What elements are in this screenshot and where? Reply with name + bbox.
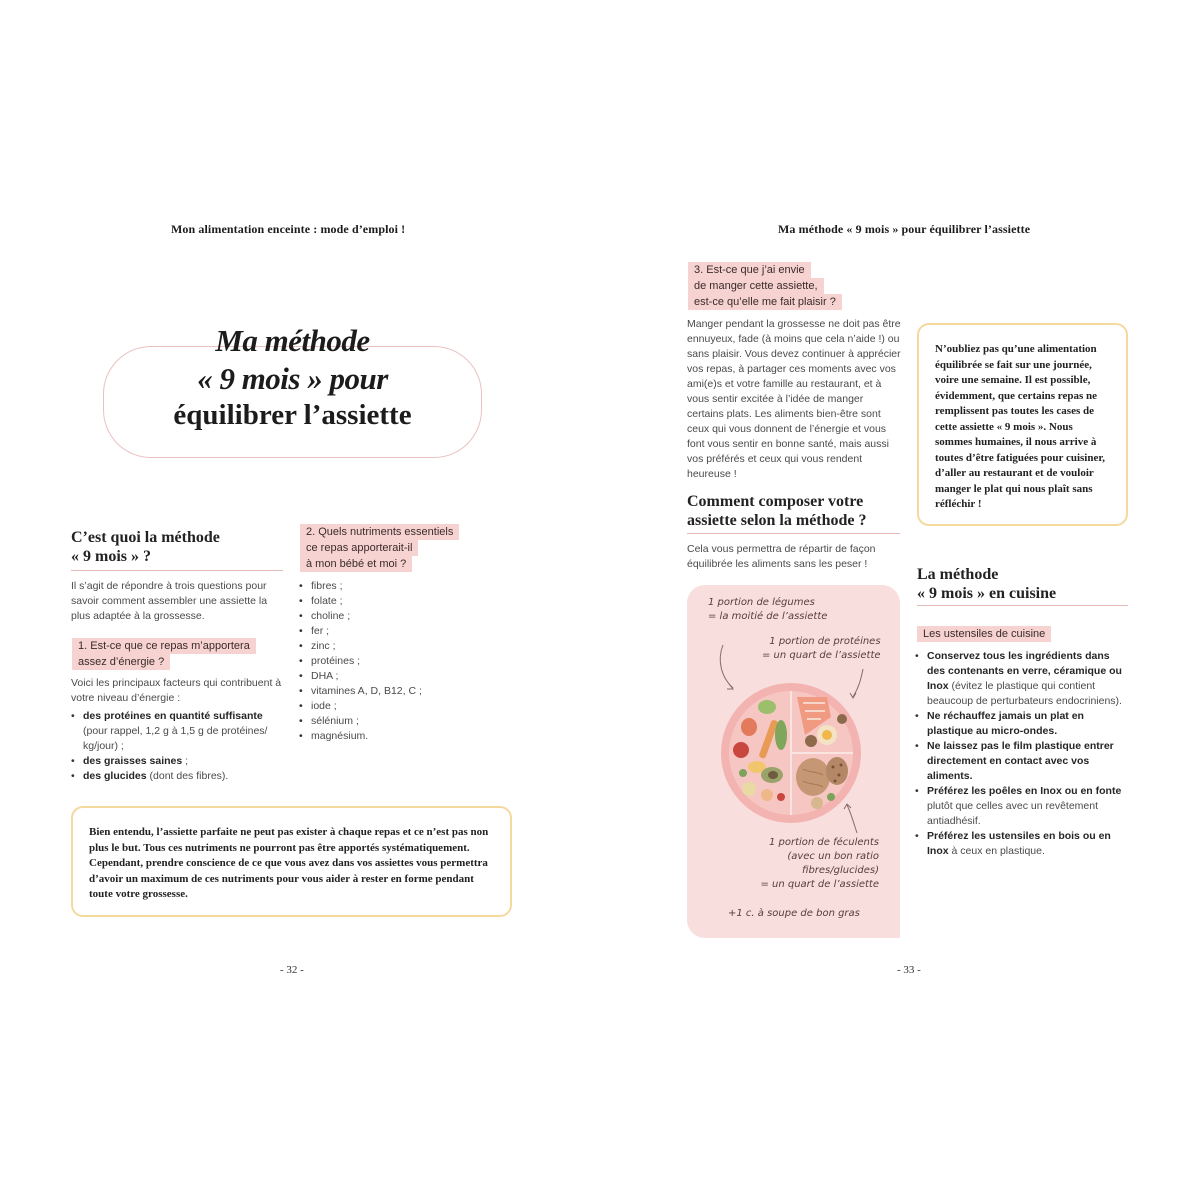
list-item: • fibres ;: [299, 579, 479, 594]
list-item: • DHA ;: [299, 669, 479, 684]
question-1-line-2: assez d’énergie ?: [72, 654, 170, 670]
question-1-intro: Voici les principaux facteurs qui contribuent à votre niveau d’énergie :: [71, 677, 282, 704]
page-number-left: - 32 -: [280, 964, 304, 976]
list-item-strong: des graisses saines: [83, 755, 183, 767]
compose-paragraph: Cela vous permettra de répartir de façon équilibrée les aliments sans les peser !: [687, 543, 876, 570]
callout-box-left: [71, 806, 512, 917]
section-heading-line-1: C’est quoi la méthode: [71, 529, 220, 546]
nutrient-list: [299, 579, 479, 744]
question-3-paragraph: Manger pendant la grossesse ne doit pas être ennuyeux, fade (à moins que cela n’aide !) ou sans plaisir. Vous devez continuer à apprécier vos repas, à partager ces moments avec vos ami(e)s et votre famille au restaurant, et à vous sentir excitée à l’idée de manger certains plats. Les aliments bien-être sont ceux qui vous donnent de l’énergie et vous font vous sentir en bonne santé, mais aussi vos préférés et ceux qui vous rendent heureuse !: [687, 318, 901, 480]
list-item: [915, 649, 1130, 709]
fat-label: +1 c. à soupe de bon gras: [728, 908, 860, 919]
kitchen-heading-line-2: « 9 mois » en cuisine: [917, 585, 1057, 602]
list-item: • vitamines A, D, B12, C ;: [299, 684, 479, 699]
title-line-3: équilibrer l’assiette: [173, 399, 412, 431]
list-item-rest: (dont des fibres).: [149, 770, 229, 782]
list-item: [915, 709, 1130, 739]
list-item-rest: plutôt que celles avec un revêtement antiadhésif.: [927, 800, 1099, 827]
list-item: • folate ;: [299, 594, 479, 609]
protein-label-line-2: = un quart de l’assiette: [762, 650, 881, 661]
list-item: • fer ;: [299, 624, 479, 639]
list-item: [71, 769, 286, 784]
list-item-strong: des protéines en quantité suffisante: [83, 710, 263, 722]
list-item: [71, 709, 286, 754]
compose-rule: [687, 533, 900, 534]
callout-text-left: Bien entendu, l’assiette parfaite ne peut pas exister à chaque repas et ce n’est pas non plus le but. Tous ces nutriments ne pourront pas être apportés systématiquement. Cependant, prendre conscience de ce que vous avez dans vos assiettes vous permettra d’avoir un maximum de ces nutriments pour vous aider à rester en forme pendant toute votre grossesse.: [89, 826, 489, 900]
list-item: • sélénium ;: [299, 714, 479, 729]
arrow-starch: [847, 805, 857, 833]
compose-heading-line-1: Comment composer votre: [687, 493, 864, 510]
kitchen-tag: [917, 626, 1051, 642]
compose-heading-line-2: assiette selon la méthode ?: [687, 512, 867, 529]
question-3-tag: [688, 262, 842, 310]
callout-box-right: [917, 323, 1128, 526]
list-item: [71, 754, 286, 769]
list-item: • iode ;: [299, 699, 479, 714]
title-line-1: Ma méthode: [215, 323, 370, 358]
question-3-line-3: est-ce qu’elle me fait plaisir ?: [688, 294, 842, 310]
kitchen-rule: [917, 605, 1128, 606]
section-heading-line-2: « 9 mois » ?: [71, 548, 151, 565]
starch-label-line-4: = un quart de l’assiette: [760, 879, 879, 890]
list-item-strong: Préférez les poêles en Inox ou en fonte: [927, 785, 1122, 797]
vegetables-label-line-2: = la moitié de l’assiette: [708, 611, 828, 622]
running-head-right: Ma méthode « 9 mois » pour équilibrer l’assiette: [778, 222, 1031, 236]
question-2-tag: [300, 524, 459, 572]
question-1-line-1: 1. Est-ce que ce repas m’apportera: [72, 638, 256, 654]
list-item-strong: Préférez les ustensiles en bois ou en Inox: [927, 830, 1111, 857]
starch-icon: [796, 758, 830, 796]
list-item-strong: Ne laissez pas le film plastique entrer directement en contact avec vos aliments.: [927, 740, 1114, 782]
question-2-line-3: à mon bébé et moi ?: [300, 556, 412, 572]
plate-illustration: [687, 585, 900, 938]
list-item-strong: Conservez tous les ingrédients dans des contenants en verre, céramique ou Inox: [927, 650, 1122, 692]
list-item: • protéines ;: [299, 654, 479, 669]
kitchen-heading-line-1: La méthode: [917, 566, 999, 583]
list-item: • magnésium.: [299, 729, 479, 744]
list-item-rest: (pour rappel, 1,2 g à 1,5 g de protéines/ kg/jour) ;: [83, 725, 268, 752]
list-item: [915, 829, 1130, 859]
section-heading: [71, 528, 220, 566]
list-item: • zinc ;: [299, 639, 479, 654]
compose-heading: [687, 492, 867, 530]
title-line-2: « 9 mois » pour: [197, 361, 388, 396]
starch-label-line-1: 1 portion de féculents: [768, 837, 879, 848]
kitchen-heading: [917, 565, 1056, 603]
list-item: [915, 784, 1130, 829]
arrow-protein: [853, 669, 863, 697]
question-2-line-2: ce repas apporterait-il: [300, 540, 418, 556]
page-number-right: - 33 -: [897, 964, 921, 976]
list-item-rest: (évitez le plastique qui contient beaucoup de perturbateurs endocriniens).: [927, 680, 1122, 707]
running-head-left: Mon alimentation enceinte : mode d’emploi !: [171, 222, 406, 236]
arrow-vegetables: [720, 645, 733, 688]
vegetable-icon: [758, 700, 776, 714]
list-item-rest: ;: [185, 755, 189, 767]
question-2-line-1: 2. Quels nutriments essentiels: [300, 524, 459, 540]
question-1-tag: [72, 638, 256, 670]
list-item: • choline ;: [299, 609, 479, 624]
energy-factor-list: [71, 709, 286, 784]
starch-label-line-2: (avec un bon ratio: [787, 851, 879, 862]
list-item-strong: Ne réchauffez jamais un plat en plastique au micro-ondes.: [927, 710, 1084, 737]
question-3-line-1: 3. Est-ce que j’ai envie: [688, 262, 811, 278]
callout-text-right: N’oubliez pas qu’une alimentation équilibrée se fait sur une journée, voire une semaine. Il est possible, évidemment, que certains repas ne remplissent pas toutes les cases de cette assiette « 9 mois ». Nous sommes humaines, il nous arrive à toutes d’être fatiguées pour cuisiner, d’aller au restaurant et de vouloir manger le plat qui nous plaît sans réfléchir !: [935, 343, 1105, 510]
list-item: [915, 739, 1130, 784]
protein-label-line-1: 1 portion de protéines: [769, 636, 881, 647]
vegetables-label-line-1: 1 portion de légumes: [708, 597, 815, 608]
question-3-line-2: de manger cette assiette,: [688, 278, 824, 294]
section-rule: [71, 570, 283, 571]
list-item-rest: à ceux en plastique.: [948, 845, 1045, 857]
list-item-strong: des glucides: [83, 770, 147, 782]
intro-paragraph: Il s’agit de répondre à trois questions pour savoir comment assembler une assiette la plus adaptée à la grossesse.: [71, 580, 268, 622]
kitchen-tips-list: [915, 649, 1130, 859]
starch-label-line-3: fibres/glucides): [801, 865, 879, 876]
kitchen-tag-label: Les ustensiles de cuisine: [917, 626, 1051, 642]
